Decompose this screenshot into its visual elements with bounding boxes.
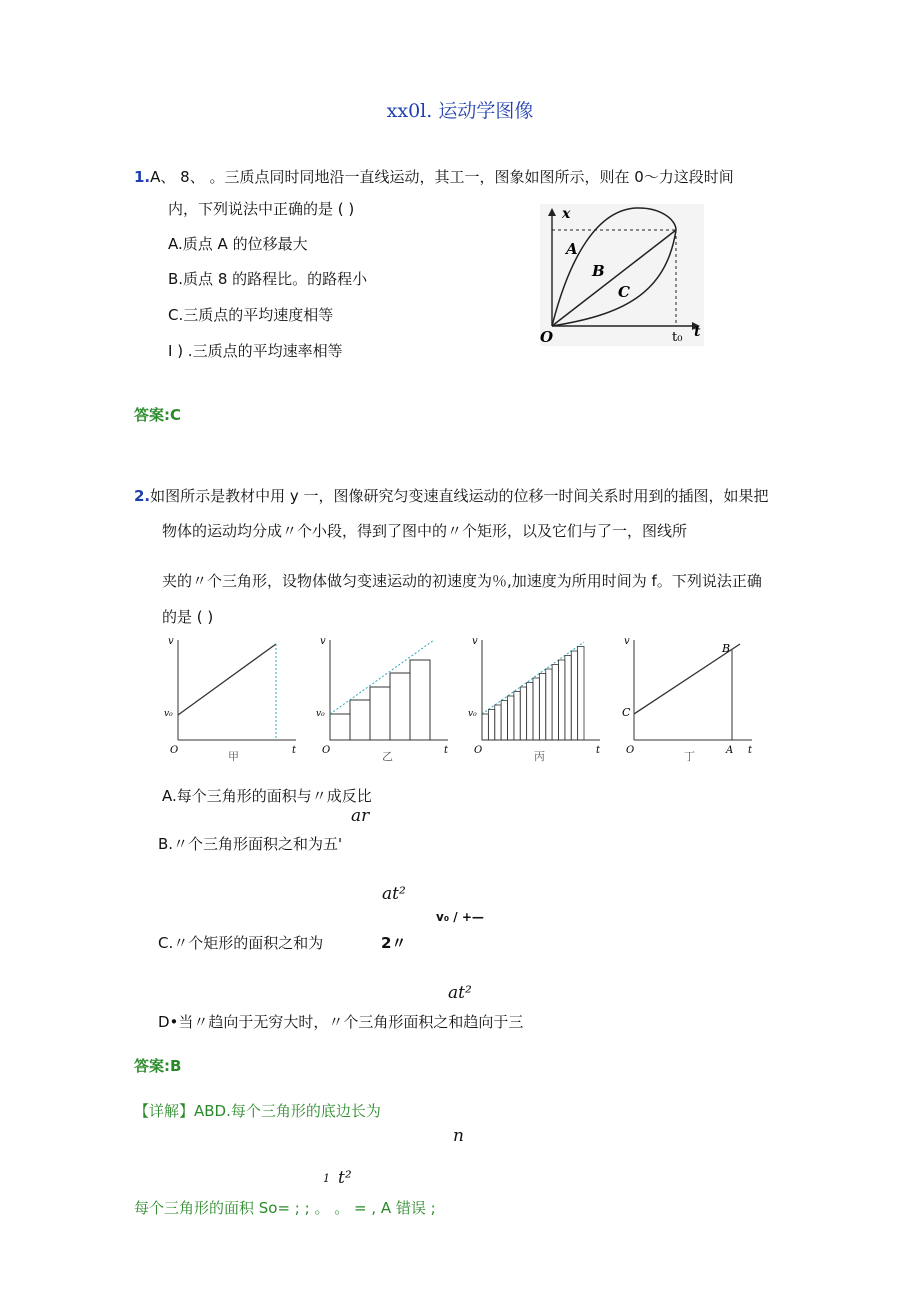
q1-origin-label: O — [540, 328, 554, 346]
q2-detail-frac-t2: t² — [338, 1168, 352, 1188]
yi-t-label: t — [444, 745, 449, 756]
q1-option-d: I ) .三质点的平均速率相等 — [168, 342, 343, 360]
q2-option-c: C.〃个矩形的面积之和为 — [158, 934, 324, 952]
q2-stem-line1: 如图所示是教材中用 y 一，图像研究匀变速直线运动的位移一时间关系时用到的插图，如果把 — [150, 487, 769, 505]
ding-caption: 丁 — [684, 750, 695, 763]
yi-v-label: v — [320, 636, 326, 647]
bing-rect — [482, 714, 488, 740]
bing-rect — [565, 656, 571, 741]
q2-option-c-fraction: at² — [382, 884, 406, 904]
yi-rect-1 — [330, 714, 350, 740]
figure-yi — [316, 636, 449, 763]
q2-stem-line4: 的是 ( ) — [162, 608, 214, 626]
bing-caption: 丙 — [534, 750, 545, 763]
jia-caption: 甲 — [228, 750, 239, 763]
ding-c-label: C — [622, 706, 631, 719]
q2-stem-line3: 夹的〃个三角形，设物体做匀变速运动的初速度为％,加速度为所用时间为 f。下列说法正确 — [162, 572, 762, 590]
ding-a-label: A — [726, 745, 734, 756]
q2-option-d-fraction: at² — [448, 983, 472, 1003]
bing-v0-label: v₀ — [468, 709, 477, 719]
q2-option-b-fraction: ar — [351, 806, 370, 826]
q1-option-c: C.三质点的平均速度相等 — [168, 306, 334, 324]
q2-vt-figures — [160, 630, 760, 765]
bing-rect — [527, 683, 533, 741]
bing-origin: O — [474, 745, 483, 756]
q1-label-a: A — [566, 240, 578, 258]
yi-caption: 乙 — [382, 750, 393, 763]
q1-answer: 答案:C — [134, 406, 182, 424]
q2-detail-n: n — [453, 1126, 464, 1146]
figure-jia — [164, 636, 297, 763]
jia-vt-line — [178, 644, 276, 715]
q2-stem-line2: 物体的运动均分成〃个小段，得到了图中的〃个矩形，以及它们与了一，图线所 — [162, 522, 688, 540]
page-title: xx0l. 运动学图像 — [386, 100, 534, 122]
q2-option-c-tail: 2〃 — [381, 934, 407, 952]
figure-ding — [622, 636, 753, 763]
q2-answer: 答案:B — [134, 1057, 182, 1075]
ding-origin: O — [626, 745, 635, 756]
bing-rect — [559, 660, 565, 740]
q2-detail-line1: 【详解】ABD.每个三角形的底边长为 — [134, 1102, 381, 1120]
ding-v-label: v — [624, 636, 630, 647]
jia-v0-label: v₀ — [164, 709, 173, 719]
q2-option-a: A.每个三角形的面积与〃成反比 — [162, 787, 372, 805]
yi-rect-3 — [370, 687, 390, 740]
q1-y-label: x — [562, 206, 571, 222]
q1-number: 1. — [134, 168, 151, 186]
q2-option-c-extra: v₀ / +— — [436, 910, 484, 924]
q2-option-b: B.〃个三角形面积之和为五' — [158, 835, 343, 853]
q2-stem — [134, 485, 769, 506]
yi-dash-line — [330, 640, 434, 714]
q1-xt-graph — [536, 200, 708, 350]
bing-v-label: v — [472, 636, 478, 647]
bing-rect — [578, 647, 584, 741]
figure-bing — [468, 636, 601, 763]
q1-t0-label: t₀ — [672, 330, 683, 345]
q1-stem — [134, 166, 734, 187]
bing-rect — [501, 701, 507, 741]
bing-rect — [520, 687, 526, 740]
q1-graph-background — [540, 204, 704, 346]
jia-v-label: v — [168, 636, 174, 647]
yi-v0-label: v₀ — [316, 709, 325, 719]
bing-rect — [514, 692, 520, 741]
bing-rect — [533, 678, 539, 740]
bing-t-label: t — [596, 745, 601, 756]
bing-rect — [539, 674, 545, 741]
bing-rect — [546, 669, 552, 740]
yi-rect-4 — [390, 673, 410, 740]
q1-stem-line1: A、 8、 。三质点同时同地沿一直线运动，其工一，图象如图所示，则在 0〜力这段时间 — [150, 168, 734, 186]
ding-b-label: B — [722, 642, 731, 655]
q1-stem-line2: 内，下列说法中正确的是 ( ) — [168, 200, 355, 218]
bing-thin-rects — [482, 647, 584, 741]
ding-t-label: t — [748, 745, 753, 756]
yi-rect-5 — [410, 660, 430, 740]
q2-number: 2. — [134, 487, 151, 505]
bing-rect — [552, 665, 558, 741]
bing-rect — [571, 651, 577, 740]
jia-origin: O — [170, 745, 179, 756]
q1-x-label: t — [694, 324, 701, 340]
bing-rect — [508, 696, 514, 740]
yi-rect-2 — [350, 700, 370, 740]
q2-detail-line2: 每个三角形的面积 So= ; ; 。 。 = , A 错误 ; — [134, 1199, 436, 1217]
q2-detail-frac-1: 1 — [323, 1172, 330, 1185]
q1-label-c: C — [618, 283, 630, 301]
q2-option-d: D•当〃趋向于无穷大时，〃个三角形面积之和趋向于三 — [158, 1013, 524, 1031]
q1-option-b: B.质点 8 的路程比。的路程小 — [168, 270, 368, 288]
jia-t-label: t — [292, 745, 297, 756]
q1-option-a: A.质点 A 的位移最大 — [168, 235, 308, 253]
yi-origin: O — [322, 745, 331, 756]
bing-rect — [488, 710, 494, 741]
q1-label-b: B — [592, 262, 605, 280]
bing-rect — [495, 705, 501, 740]
